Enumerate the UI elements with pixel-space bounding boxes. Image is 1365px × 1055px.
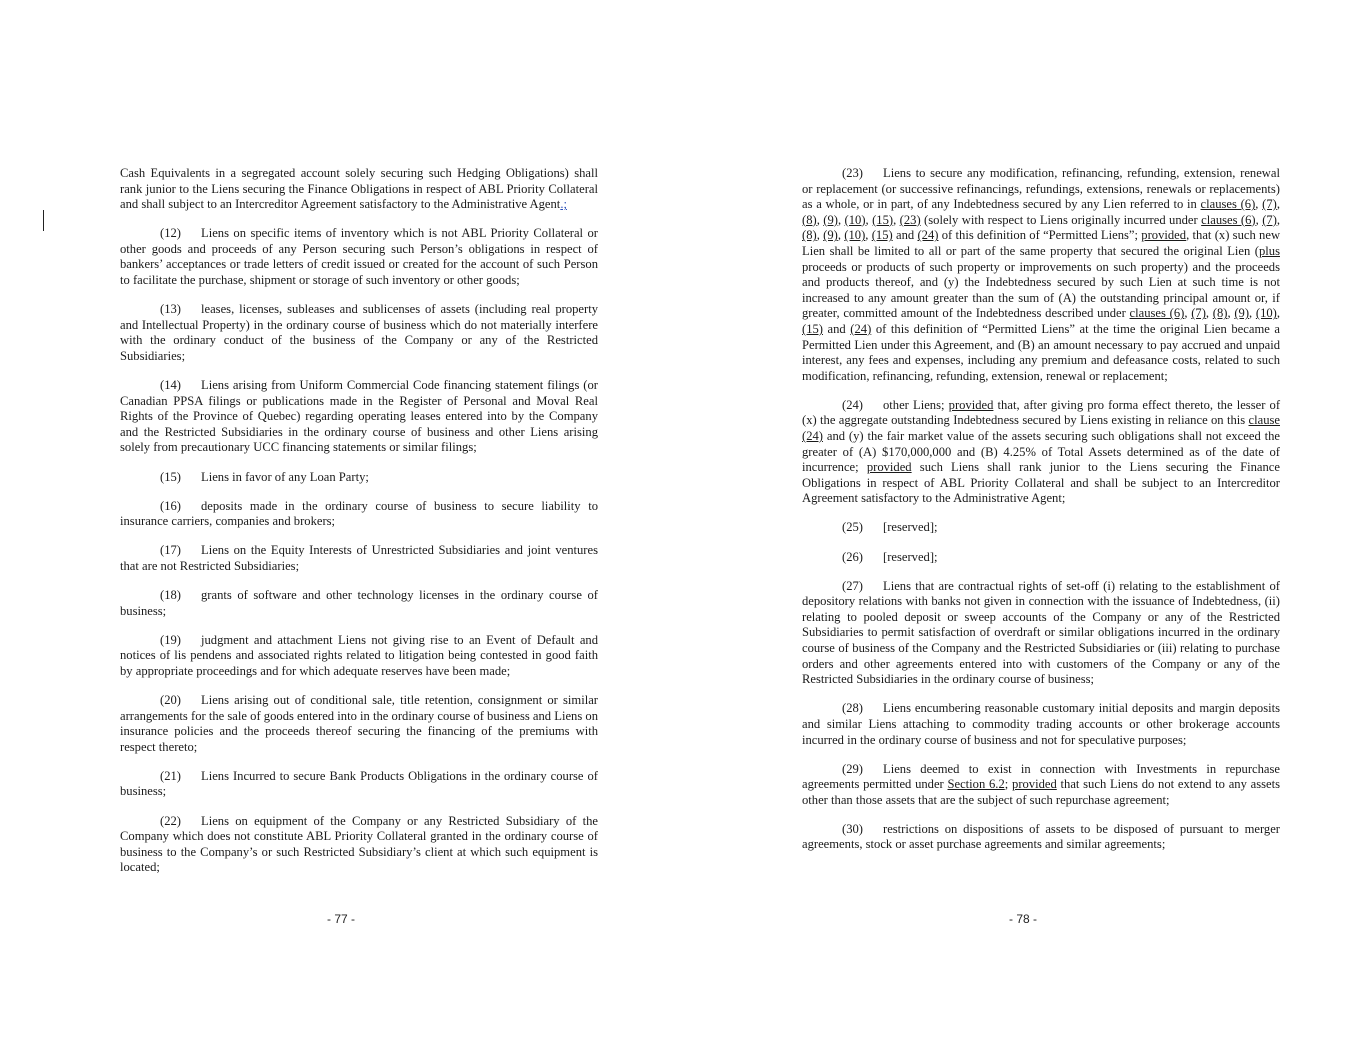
paragraph-26: (26) [reserved];	[842, 549, 938, 564]
clause-number: (22)	[160, 813, 181, 828]
provided-term: provided	[1141, 228, 1187, 243]
clause-reference: clause (24)	[802, 413, 1280, 443]
paragraph-19: (19) judgment and attachment Liens not giving rise to an Event of Default and notices of lis pendens and associated rights related to litigation being contested in good faith by appropriate proceedings and for which adequate reserves have been made;	[120, 632, 598, 678]
paragraph-24: (24) other Liens; provided that, after giving pro forma effect thereto, the lesser of (x) the aggregate outstanding Indebtedness secured by Liens existing in reliance on this clause (24) and (y) the fair market value of the assets securing such obligations shall not exceed the greater of (A) $170,000,000 and (B) 4.25% of Total Assets determined as of the date of incurrence; provided such Liens shall rank junior to the Liens securing the Finance Obligations in respect of ABL Priority Collateral and shall be subject to an Intercreditor Agreement satisfactory to the Administrative Agent;	[802, 397, 1281, 506]
paragraph-14: (14) Liens arising from Uniform Commercial Code financing statement filings (or Canadian PPSA filings or publications made in the Register of Personal and Moval Real Rights of the Province of Quebec) regarding operating leases entered into by the Company and the Restricted Subsidiaries in the ordinary course of business and other Liens arising solely from precautionary UCC financing statements or similar filings;	[120, 378, 598, 455]
paragraph-16: (16) deposits made in the ordinary course of business to secure liability to insurance carriers, companies and brokers;	[120, 498, 598, 529]
paragraph-23: (23) Liens to secure any modification, refinancing, refunding, extension, renewal or replacement (or successive refinancings, refundings, extensions, renewals or replacements) as a whole, or in part, of any Indebtedness secured by any Lien referred to in clauses (6), (7), (8), (9), (10), (15), (23) (solely with respect to Liens originally incurred under clauses (6), (7), (8), (9), (10), (15) and (24) of this definition of “Permitted Liens”; provided, that (x) such new Lien shall be limited to all or part of the same property that secured the original Lien (plus proceeds or products of such property or improvements on such property) and the proceeds and products thereof, and (y) the Indebtedness secured by such Lien at such time is not increased to any amount greater than the sum of (A) the outstanding principal amount or, if greater, committed amount of the Indebtedness described under clauses (6), (7), (8), (9), (10), (15) and (24) of this definition of “Permitted Liens” at the time the original Lien became a Permitted Lien under this Agreement, and (B) an amount necessary to pay accrued and unpaid interest, any fees and expenses, including any premium and defeasance costs, related to such modification, refinancing, refunding, extension, renewal or replacement;	[802, 166, 1281, 383]
paragraph-continuation: Cash Equivalents in a segregated account solely securing such Hedging Obligations) shall rank junior to the Liens securing the Finance Obligations in respect of ABL Priority Collateral and shall subject to an Intercreditor Agreement satisfactory to the Administrative Agent.;	[120, 166, 598, 212]
paragraph-21: (21) Liens Incurred to secure Bank Products Obligations in the ordinary course of business;	[120, 768, 598, 799]
left-column	[120, 166, 598, 889]
clause-reference: (8)	[1212, 306, 1228, 321]
change-bar	[43, 210, 44, 231]
clause-reference: (8)	[802, 228, 817, 243]
paragraph-28: (28) Liens encumbering reasonable customary initial deposits and margin deposits and similar Liens attaching to commodity trading accounts or other brokerage accounts incurred in the ordinary course of business and not for speculative purposes;	[802, 701, 1280, 747]
provided-term: provided	[948, 397, 994, 412]
clause-number: (30)	[842, 821, 863, 836]
provided-term: provided	[1012, 777, 1057, 792]
clause-reference: (9)	[823, 228, 838, 243]
clause-reference: (10)	[1255, 306, 1277, 321]
clause-reference: clauses (6)	[1201, 212, 1256, 227]
clause-reference: (7)	[1262, 212, 1277, 227]
paragraph-25: (25) [reserved];	[842, 520, 938, 535]
revision-mark: .;	[560, 197, 567, 212]
clause-number: (21)	[160, 768, 181, 783]
provided-term: provided	[866, 460, 912, 475]
clause-number: (20)	[160, 692, 181, 707]
paragraph-18: (18) grants of software and other technology licenses in the ordinary course of business;	[120, 587, 598, 618]
clause-reference: (9)	[823, 212, 838, 227]
clause-number: (27)	[842, 578, 863, 593]
paragraph-29: (29) Liens deemed to exist in connection with Investments in repurchase agreements permitted under Section 6.2; provided that such Liens do not extend to any assets other than those assets that are the subject of such repurchase agreement;	[802, 761, 1281, 807]
paragraph-22: (22) Liens on equipment of the Company or any Restricted Subsidiary of the Company which does not constitute ABL Priority Collateral granted in the ordinary course of business to the Company’s or such Restricted Subsidiary’s client at which such equipment is located;	[120, 813, 598, 875]
clause-reference: (23)	[899, 212, 921, 227]
clause-number: (26)	[842, 549, 863, 564]
clause-number: (19)	[160, 632, 181, 647]
clause-number: (15)	[160, 469, 181, 484]
paragraph-17: (17) Liens on the Equity Interests of Unrestricted Subsidiaries and joint ventures that are not Restricted Subsidiaries;	[120, 543, 598, 573]
clause-reference: clauses (6)	[1129, 306, 1185, 321]
clause-reference: clauses (6)	[1200, 197, 1256, 212]
clause-reference: (7)	[1191, 306, 1206, 321]
clause-number: (14)	[160, 378, 181, 393]
clause-number: (16)	[160, 498, 181, 513]
clause-number: (25)	[842, 520, 863, 535]
clause-reference: (15)	[871, 228, 893, 243]
right-column	[802, 166, 1280, 867]
paragraph-15: (15) Liens in favor of any Loan Party;	[160, 469, 369, 484]
clause-number: (23)	[842, 166, 863, 180]
clause-reference: (8)	[802, 212, 817, 227]
clause-reference: (10)	[844, 212, 866, 227]
page-77	[0, 0, 682, 1055]
paragraph-20: (20) Liens arising out of conditional sale, title retention, consignment or similar arrangements for the sale of goods entered into in the ordinary course of business and Liens on insurance policies and the proceeds thereof securing the financing of the premiums with respect thereto;	[120, 692, 598, 754]
clause-reference: (15)	[802, 321, 823, 336]
clause-reference: (24)	[850, 321, 872, 336]
page-78	[682, 0, 1364, 1055]
paragraph-12: (12) Liens on specific items of inventory which is not ABL Priority Collateral or other goods and proceeds of any Person securing such Person’s obligations in respect of bankers’ acceptances or trade letters of credit issued or created for the account of such Person to facilitate the purchase, shipment or storage of such inventory or other goods;	[120, 226, 598, 288]
clause-number: (12)	[160, 226, 181, 241]
clause-number: (28)	[842, 701, 863, 716]
clause-reference: (7)	[1262, 197, 1277, 212]
clause-number: (17)	[160, 543, 181, 558]
page-number: - 78 -	[1008, 912, 1037, 926]
clause-number: (29)	[842, 761, 863, 776]
plus-term: plus	[1259, 243, 1280, 258]
page-number: - 77 -	[326, 912, 355, 926]
clause-number: (13)	[160, 302, 181, 317]
clause-reference: (10)	[844, 228, 866, 243]
paragraph-30: (30) restrictions on dispositions of assets to be disposed of pursuant to merger agreements, stock or asset purchase agreements and similar agreements;	[802, 821, 1280, 852]
paragraph-13: (13) leases, licenses, subleases and sublicenses of assets (including real property and Intellectual Property) in the ordinary course of business which do not materially interfere with the ordinary conduct of the business of the Company or any of the Restricted Subsidiaries;	[120, 302, 598, 363]
clause-reference: (9)	[1234, 306, 1250, 321]
clause-reference: (24)	[917, 228, 939, 243]
clause-reference: (15)	[872, 212, 894, 227]
clause-number: (18)	[160, 587, 181, 602]
section-reference: Section 6.2	[947, 777, 1005, 792]
paragraph-27: (27) Liens that are contractual rights of set-off (i) relating to the establishment of depository relations with banks not given in connection with the issuance of Indebtedness, (ii) relating to pooled deposit or sweep accounts of the Company or any of the Restricted Subsidiaries to permit satisfaction of overdraft or similar obligations incurred in the ordinary course of business of the Company and the Restricted Subsidiaries or (iii) relating to purchase orders and other agreements entered into with customers of the Company or any of the Restricted Subsidiaries in the ordinary course of business;	[802, 578, 1280, 687]
clause-number: (24)	[842, 397, 863, 412]
